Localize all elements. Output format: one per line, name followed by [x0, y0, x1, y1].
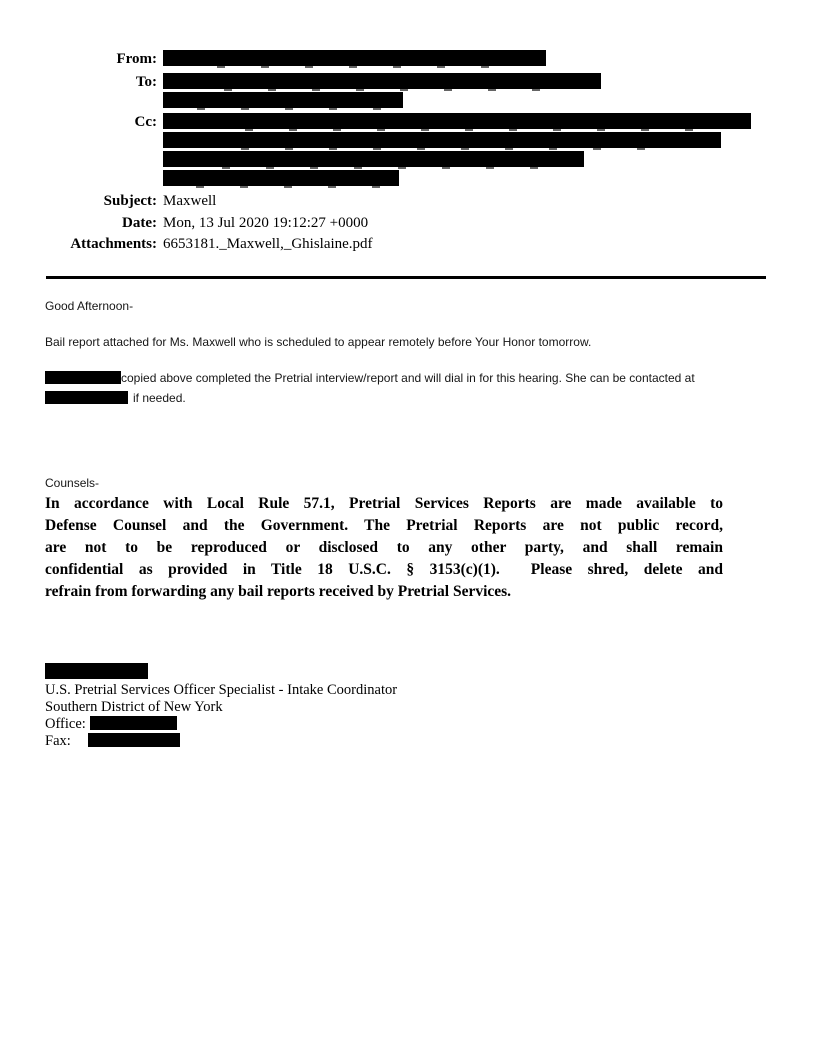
signature-block	[45, 663, 816, 751]
cc-label: Cc:	[134, 114, 157, 130]
to-value	[163, 73, 816, 111]
counsels-text: Counsels-	[45, 475, 100, 490]
confidentiality-notice	[45, 493, 723, 603]
office-number-redaction-bar	[90, 716, 177, 730]
notice-line: In accordance with Local Rule 57.1, Pretrial Services Reports are made available to	[45, 494, 723, 512]
signature-name-redaction-bar	[45, 663, 148, 679]
redaction-bar	[163, 73, 601, 89]
header-field-from	[45, 50, 816, 69]
redaction-bar	[163, 50, 546, 66]
to-label: To:	[135, 74, 157, 90]
fax-number-redaction-bar	[88, 733, 180, 747]
header-field-subject	[45, 191, 816, 213]
body-paragraph-1: Bail report attached for Ms. Maxwell who is scheduled to appear remotely before Your Honor tomorrow.	[45, 334, 592, 349]
subject-value: Maxwell	[163, 193, 217, 209]
body-paragraph-2-line1: copied above completed the Pretrial interview/report and will dial in for this hearing. She can be contacted at	[121, 370, 695, 385]
separator-rule	[46, 276, 766, 279]
inline-redaction-bar	[45, 391, 128, 404]
notice-line: refrain from forwarding any bail reports received by Pretrial Services.	[45, 582, 512, 600]
signature-fax-line	[45, 733, 816, 750]
redaction-bar	[163, 92, 403, 108]
signature-district: Southern District of New York	[45, 698, 223, 715]
email-body	[45, 296, 772, 603]
header-field-cc	[45, 113, 816, 189]
header-field-date	[45, 213, 816, 235]
body-paragraph-2	[45, 368, 772, 408]
inline-redaction-bar	[45, 371, 121, 384]
subject-label: Subject:	[103, 193, 157, 209]
office-label: Office:	[45, 715, 86, 732]
header-field-attachments	[45, 234, 816, 256]
redaction-bar	[163, 170, 399, 186]
header-field-to	[45, 73, 816, 111]
attachment-filename: 6653181._Maxwell,_Ghislaine.pdf	[163, 236, 373, 252]
notice-line: confidential as provided in Title 18 U.S.C. § 3153(c)(1). Please shred, delete and	[45, 560, 723, 578]
signature-office-line	[45, 716, 816, 733]
attachments-label: Attachments:	[70, 236, 157, 252]
from-value	[163, 50, 816, 69]
date-value: Mon, 13 Jul 2020 19:12:27 +0000	[163, 214, 369, 231]
redaction-bar	[163, 151, 584, 167]
fax-label: Fax:	[45, 733, 71, 750]
notice-line: are not to be reproduced or disclosed to any other party, and shall remain	[45, 538, 723, 556]
cc-value	[163, 113, 816, 189]
email-header	[45, 0, 816, 256]
redaction-bar	[163, 132, 721, 148]
redaction-bar	[163, 113, 751, 129]
signature-title: U.S. Pretrial Services Officer Specialist - Intake Coordinator	[45, 681, 398, 698]
from-label: From:	[116, 51, 157, 67]
notice-line: Defense Counsel and the Government. The Pretrial Reports are not public record,	[45, 516, 723, 534]
greeting-text: Good Afternoon-	[45, 298, 134, 313]
date-label: Date:	[122, 214, 157, 231]
body-paragraph-2-line2: if needed.	[133, 390, 186, 405]
